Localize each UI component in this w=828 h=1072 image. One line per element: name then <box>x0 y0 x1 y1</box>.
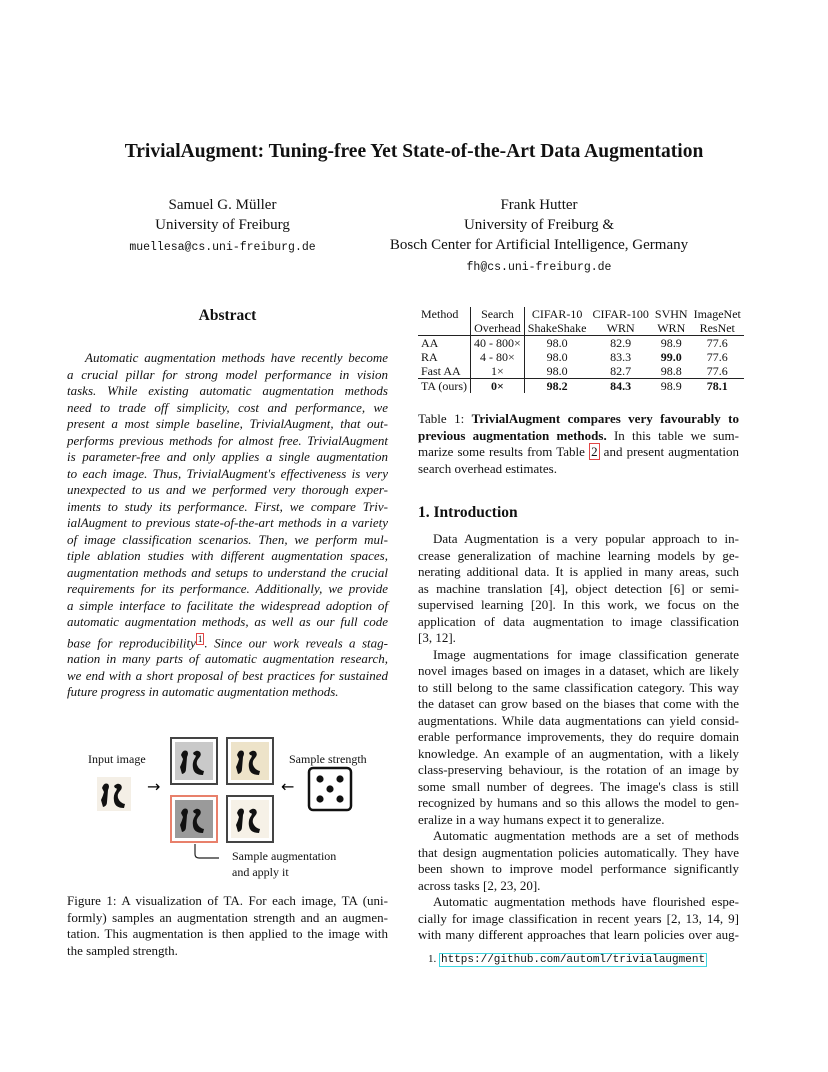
intro-heading: 1. Introduction <box>418 504 518 521</box>
abstract-line: augmentation methods and setups to understand the crucial <box>67 564 388 580</box>
figure-1-caption <box>67 893 388 959</box>
paper-title: TrivialAugment: Tuning-free Yet State-of-the-Art Data Augmentation <box>124 141 704 162</box>
svhn-cell: 98.9 <box>652 379 691 394</box>
intro-line: crease generalization of machine learning models by ge- <box>418 547 739 563</box>
header-cell <box>418 321 471 336</box>
author-name: Samuel G. Müller <box>168 197 277 213</box>
intro-line: some small number of degrees. The image's class is still <box>418 778 739 794</box>
figure-1 <box>67 730 388 880</box>
header-cell: Method <box>418 307 471 321</box>
caption-prefix: Table 1: <box>418 411 465 426</box>
overhead-cell: 4 - 80× <box>471 350 525 364</box>
overhead-cell: 0× <box>471 379 525 394</box>
abstract-line: ialAugment to previous state-of-the-art methods in a variety <box>67 515 388 530</box>
abstract-line: automatic augmentation methods, as well as our full code <box>67 614 388 629</box>
abstract-line: future progress in automatic augmentation methods. <box>67 684 339 700</box>
intro-line: Image augmentations for image classification generate <box>433 646 739 662</box>
table-row <box>418 379 744 394</box>
abstract-heading: Abstract <box>198 307 257 324</box>
cifar100-cell: 82.9 <box>610 336 632 350</box>
caption-line: the sampled strength. <box>67 942 178 958</box>
intro-line: to still belong to the same classification category. This way <box>418 679 739 695</box>
caption-bold: TrivialAugment compares very favourably to <box>471 411 740 426</box>
imagenet-cell: 78.1 <box>691 379 744 394</box>
arrow-left-icon: ← <box>281 777 295 796</box>
intro-line: novel images based on images in a dataset, which are likely <box>418 663 739 678</box>
abstract-line: tasks. While existing automatic augmentation methods <box>67 383 388 398</box>
intro-line: with many different approaches that learn policies over aug- <box>418 927 739 942</box>
intro-line: augmentations. While data augmentations can yield consid- <box>418 712 739 728</box>
imagenet-cell: 77.6 <box>706 364 728 378</box>
author-email[interactable]: fh@cs.uni-freiburg.de <box>466 261 612 274</box>
author-email[interactable]: muellesa@cs.uni-freiburg.de <box>129 241 316 254</box>
intro-line: knowledge. An example of an augmentation, with a likely <box>418 745 739 761</box>
caption-line: tation. This augmentation is then applied to the image with <box>67 926 388 941</box>
caption-line: search overhead estimates. <box>418 460 557 476</box>
caption-line <box>418 411 739 428</box>
footnote-mark: 1 <box>428 953 434 965</box>
header-cell: CIFAR-100 <box>592 307 649 321</box>
abstract-line: nation in many parts of automatic augmentation research, <box>67 651 388 667</box>
results-table-wrapper <box>418 307 744 393</box>
abstract-line: iments to study its performance. First, we compare Triv- <box>67 498 388 514</box>
intro-line: nerating additional data. It is applied in many areas, such <box>418 564 739 579</box>
abstract-line: requirements for its performance. Additionally, we provide <box>67 581 388 596</box>
author-block-1 <box>110 195 335 258</box>
cifar100-cell: 83.3 <box>610 350 632 364</box>
apply-label-line: and apply it <box>232 865 289 879</box>
augmentation-top-right <box>227 738 273 784</box>
input-image <box>97 777 131 811</box>
caption-text: marize some results from Table <box>418 444 590 459</box>
abstract-line: we end with a short proposal of best practices for sustained <box>67 667 388 683</box>
apply-label-line: Sample augmentation <box>232 849 337 863</box>
cifar100-cell: 84.3 <box>589 379 651 394</box>
augmentation-bottom-right <box>227 796 273 842</box>
intro-line: as machine translation [4], object detection [6] or semi- <box>418 580 739 596</box>
header-cell: WRN <box>652 321 691 336</box>
abstract-line: present a most simple baseline, TrivialAugment, that out- <box>67 416 388 431</box>
apply-bracket <box>195 844 219 858</box>
caption-text: and present augmentation <box>599 444 739 459</box>
caption-line: Figure 1: A visualization of TA. For each image, TA (uni- <box>67 893 388 908</box>
caption-line: formly) samples an augmentation strength and an augmen- <box>67 909 388 925</box>
header-cell: SVHN <box>654 307 688 321</box>
intro-line: class-preserving behaviour, is the rotation of an image by <box>418 762 739 777</box>
cifar10-cell: 98.0 <box>546 336 568 350</box>
imagenet-cell: 77.6 <box>706 350 728 364</box>
abstract-line: tiple ablation studies with different augmentation spaces, <box>67 548 388 563</box>
intro-line: the dataset can grow based on the biases that come with the <box>418 696 739 711</box>
method-cell: TA (ours) <box>418 379 471 394</box>
sample-augmentation-label <box>232 848 336 880</box>
author-affiliation: University of Freiburg <box>155 217 290 233</box>
intro-line: supervised learning [20]. In this work, we focus on the <box>418 597 739 612</box>
abstract-line: performs previous methods for almost free. TrivialAugment <box>67 432 388 448</box>
abstract-line-with-footnote <box>67 631 388 652</box>
augmentation-bottom-left-selected <box>171 796 217 842</box>
results-table <box>418 307 744 393</box>
abstract-line: need to trade off simplicity, cost and performance, we <box>67 399 388 415</box>
abstract-line: of image classification scenarios. Then, we perform mul- <box>67 531 388 547</box>
sample-strength-label: Sample strength <box>289 752 367 766</box>
table-row <box>418 364 744 379</box>
method-cell: Fast AA <box>418 364 471 379</box>
caption-line <box>418 444 739 461</box>
table-ref-link[interactable]: 2 <box>591 444 598 459</box>
intro-line: application of data augmentation to image classification <box>418 613 739 629</box>
header-cell: CIFAR-10 <box>531 307 583 321</box>
author-block-2 <box>350 195 728 278</box>
footnote-ref[interactable]: 1 <box>197 633 203 644</box>
author-affiliation: University of Freiburg & <box>463 217 615 233</box>
caption-bold: previous augmentation methods. <box>418 427 607 443</box>
abstract-line-tail: . Since our work reveals a stag- <box>204 634 388 650</box>
intro-line: [3, 12]. <box>418 630 456 645</box>
header-cell: WRN <box>589 321 651 336</box>
header-cell: ResNet <box>691 321 744 336</box>
svhn-cell: 98.8 <box>660 364 682 378</box>
input-image-label: Input image <box>88 752 146 766</box>
augmentation-top-left <box>171 738 217 784</box>
table-row <box>418 350 744 364</box>
method-cell: RA <box>418 350 471 364</box>
abstract-line: Automatic augmentation methods have recently become <box>85 350 388 365</box>
intro-line: erable performance improvements, they do require domain <box>418 729 739 744</box>
intro-line: cially for image classification in recent years [2, 13, 14, 9] <box>418 910 739 926</box>
cifar10-cell: 98.0 <box>546 350 568 364</box>
arrow-right-icon: → <box>147 777 161 796</box>
cifar10-cell: 98.2 <box>524 379 589 394</box>
table-1-caption <box>418 411 739 477</box>
intro-line: Automatic augmentation methods are a set of methods <box>433 828 739 843</box>
intro-line: Automatic augmentation methods have flourished espe- <box>433 894 739 909</box>
abstract-line: unexpected to us and we performed very thorough exper- <box>67 482 388 497</box>
overhead-cell: 1× <box>471 364 525 379</box>
intro-line: been shown to improve model performance significantly <box>418 861 739 876</box>
svhn-cell: 98.9 <box>660 336 682 350</box>
header-cell: ShakeShake <box>524 321 589 336</box>
author-affiliation: Bosch Center for Artificial Intelligence, Germany <box>389 237 689 253</box>
intro-line: across tasks [2, 23, 20]. <box>418 877 541 893</box>
intro-line: recognized by humans and so this allows the model to gen- <box>418 795 739 810</box>
header-cell: ImageNet <box>693 307 741 321</box>
table-row <box>418 336 744 351</box>
abstract-line: a simple interface to facilitate the widespread adoption of <box>67 597 388 613</box>
cifar10-cell: 98.0 <box>546 364 568 378</box>
intro-line: Data Augmentation is a very popular approach to in- <box>433 531 739 546</box>
caption-line <box>418 428 739 445</box>
header-cell: Overhead <box>471 321 525 336</box>
abstract-line-head: base for reproducibility <box>67 634 196 650</box>
dice-icon <box>309 768 351 810</box>
imagenet-cell: 77.6 <box>706 336 728 350</box>
intro-line: eralize in a way humans expect it to generalize. <box>418 811 665 827</box>
author-name: Frank Hutter <box>500 197 578 213</box>
cifar100-cell: 82.7 <box>610 364 632 378</box>
header-cell: Search <box>471 307 525 321</box>
intro-line: that design augmentation policies automatically. They have <box>418 844 739 860</box>
github-link[interactable]: https://github.com/automl/trivialaugment <box>441 954 706 966</box>
abstract-line: is parameter-free and only applies a single augmentation <box>67 449 388 464</box>
caption-text: In this table we sum- <box>606 427 739 443</box>
svhn-cell: 99.0 <box>660 350 682 364</box>
intro-body <box>418 531 739 944</box>
method-cell: AA <box>418 336 471 351</box>
abstract-line: a crucial pillar for strong model performance in vision <box>67 366 388 382</box>
footnote: 1. https://github.com/automl/trivialaugment <box>428 953 706 966</box>
abstract-body <box>67 350 388 701</box>
abstract-line: to each image. Thus, TrivialAugment's effectiveness is very <box>67 465 388 481</box>
overhead-cell: 40 - 800× <box>471 336 525 351</box>
